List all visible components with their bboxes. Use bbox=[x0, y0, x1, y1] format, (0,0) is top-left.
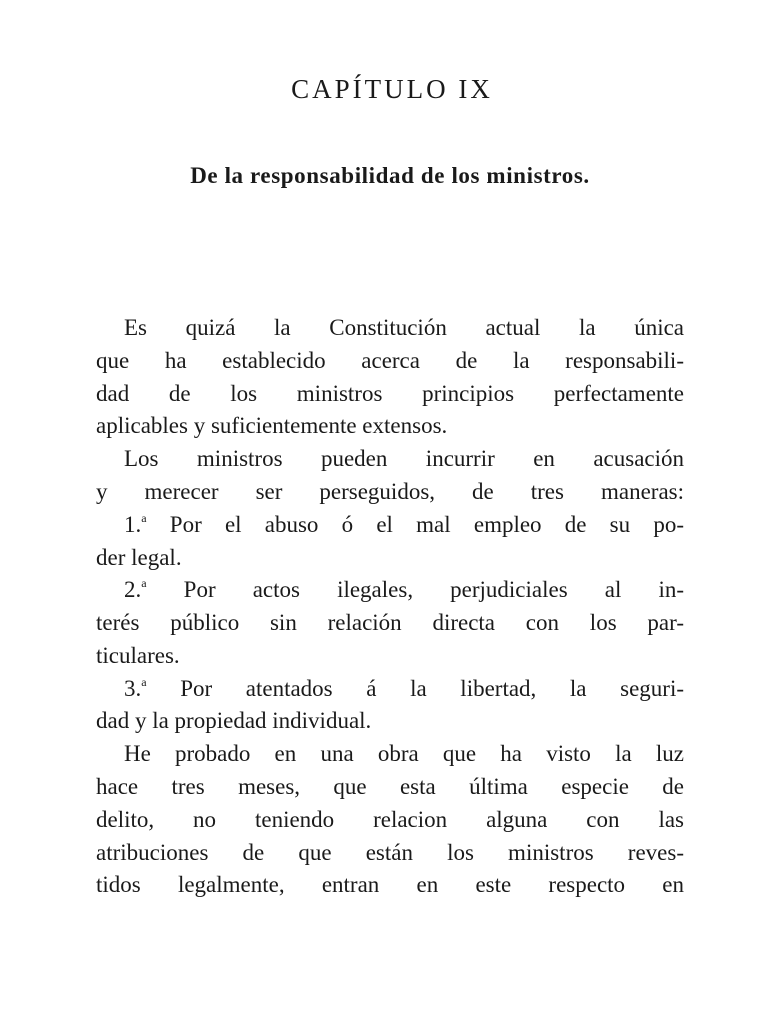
text-line: atribuciones de que están los ministros reves- bbox=[96, 840, 684, 865]
text-line: y merecer ser perseguidos, de tres maneras: bbox=[96, 479, 684, 504]
text-line: He probado en una obra que ha visto la luz bbox=[124, 741, 684, 766]
list-item-text: Por el abuso ó el mal empleo de su po- bbox=[169, 512, 685, 537]
list-item-text: Por atentados á la libertad, la seguri- bbox=[180, 676, 685, 701]
text-line: Es quizá la Constitución actual la única bbox=[124, 315, 684, 340]
text-line: Los ministros pueden incurrir en acusación bbox=[124, 446, 684, 471]
list-item-2 bbox=[124, 573, 684, 606]
chapter-subtitle: De la responsabilidad de los ministros. bbox=[190, 163, 590, 188]
text-line: que ha establecido acerca de la responsabili- bbox=[96, 348, 684, 373]
text-line: aplicables y suficientemente extensos. bbox=[96, 413, 448, 438]
enumerator: 3.$^a$ bbox=[124, 675, 147, 701]
text-line: tidos legalmente, entran en este respecto en bbox=[96, 872, 684, 897]
enumerator: 2.$^a$ bbox=[124, 576, 147, 602]
list-item-1 bbox=[124, 508, 684, 541]
text-line: der legal. bbox=[96, 545, 182, 570]
text-line: ticulares. bbox=[96, 643, 180, 668]
list-item-text: Por actos ilegales, perjudiciales al in- bbox=[183, 577, 684, 602]
enumerator: 1.$^a$ bbox=[124, 511, 147, 537]
list-item-3 bbox=[124, 672, 684, 705]
chapter-heading: CAPÍTULO IX bbox=[291, 74, 493, 104]
text-line: dad de los ministros principios perfectamente bbox=[96, 381, 684, 406]
text-line: dad y la propiedad individual. bbox=[96, 708, 372, 733]
text-line: hace tres meses, que esta última especie de bbox=[96, 774, 684, 799]
text-line: terés público sin relación directa con los par- bbox=[96, 610, 684, 635]
text-line: delito, no teniendo relacion alguna con las bbox=[96, 807, 684, 832]
